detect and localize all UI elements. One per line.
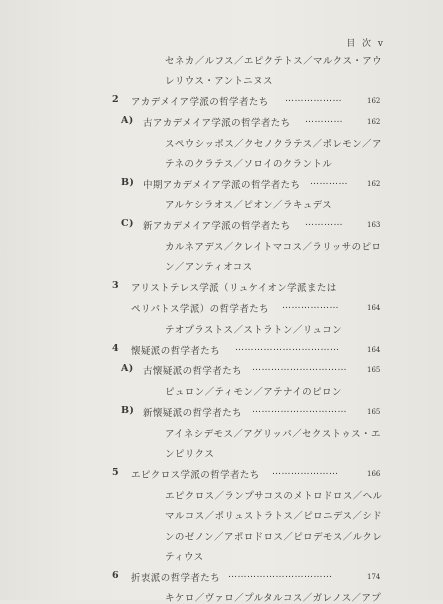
leader-dots: ……………… [285,94,342,104]
page-number: 163 [367,221,381,229]
page-number: 174 [367,573,381,581]
subsection-label: A) [121,115,134,126]
names-line: テオプラストス／ストラトン／リュコン [165,325,343,336]
page-number: 162 [367,180,381,188]
page-number: 162 [367,97,381,105]
names-line: ンのゼノン／アポロドロス／ピロデモス／ルクレ [165,532,383,543]
subsection-title: 新懐疑派の哲学者たち [143,408,243,419]
subsection-title: 古懐疑派の哲学者たち [143,366,243,377]
subsection-label: B) [121,405,135,416]
names-line: ン／アンティオコス [165,262,253,273]
names-line: エピクロス／ランプサコスのメトロドロス／ヘル [165,491,383,502]
section-number: 4 [112,343,120,354]
names-line: ピュロン／ティモン／アテナイのピロン [165,387,342,398]
page-number: 166 [367,470,381,478]
section-title: エピクロス学派の哲学者たち [131,470,260,481]
names-line: スペウシッポス／クセノクラテス／ポレモン／ア [165,139,382,150]
subsection-title: 中期アカデメイア学派の哲学者たち [143,180,301,191]
leader-dots: ……………… [282,301,339,311]
section-title: アカデメイア学派の哲学者たち [131,97,269,108]
leader-dots: ………… [305,218,343,228]
leader-dots: ………… [310,177,348,187]
page-number: 164 [367,346,381,354]
leader-dots: ………………………… [252,363,347,373]
leader-dots: ………… [305,115,343,125]
section-number: 3 [112,280,120,291]
subsection-title: 古アカデメイア学派の哲学者たち [143,118,291,129]
names-line: マルコス／ポリュストラトス／ピロニデス／シド [165,511,383,522]
leader-dots: ………………………… [252,405,347,415]
page-number: 164 [367,304,381,312]
leader-dots: …………………………… [228,570,333,580]
subsection-label: B) [121,177,135,188]
subsection-label: C) [121,218,134,229]
subsection-title: 新アカデメイア学派の哲学者たち [143,221,291,232]
leader-dots: …………………………… [235,343,340,353]
page-number: 165 [367,366,381,374]
section-number: 6 [112,570,120,581]
names-line: レリウス・アントニヌス [165,76,273,87]
section-title: 折衷派の哲学者たち [131,573,221,584]
names-line: セネカ／ルフス／エピクテトス／マルクス・アウ [165,56,383,67]
names-line: ティウス [165,552,204,563]
names-line: アイネシデモス／アグリッパ／セクストゥス・エ [165,429,381,440]
page-number: 165 [367,408,381,416]
leader-dots: ………………… [272,467,339,477]
names-line: アルケシラオス／ピオン／ラキュデス [165,200,333,211]
names-line: キケロ／ヴァロ／プルタルコス／ガレノス／アプ [165,593,382,604]
section-title: アリストテレス学派（リュケイオン学派または [131,283,337,294]
running-header: 目 次 v [346,39,385,49]
names-line: カルネアデス／クレイトマコス／ラリッサのピロ [165,242,382,253]
names-line: ンピリクス [165,449,215,460]
section-number: 5 [112,467,120,478]
page-number: 162 [367,118,381,126]
subsection-label: A) [121,363,134,374]
names-line: テネのクラテス／ソロイのクラントル [165,159,333,170]
section-number: 2 [112,94,120,105]
section-title: 懐疑派の哲学者たち [131,346,221,357]
section-title-cont: ペリパトス学派）の哲学者たち [131,304,270,315]
